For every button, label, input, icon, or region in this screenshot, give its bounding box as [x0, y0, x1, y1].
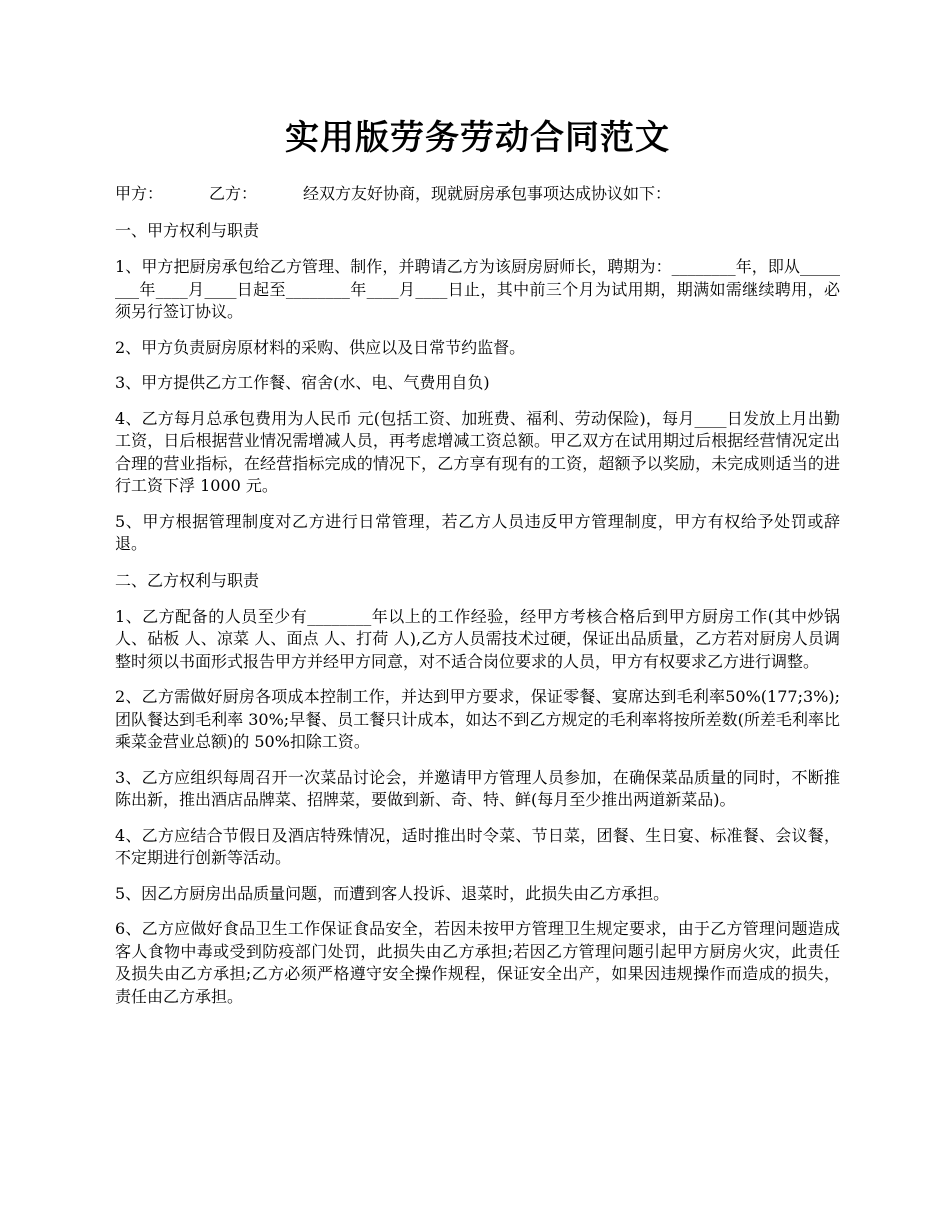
section-2-item-3: 3、乙方应组织每周召开一次菜品讨论会，并邀请甲方管理人员参加，在确保菜品质量的同时，不断推陈出新，推出酒店品牌菜、招牌菜，要做到新、奇、特、鲜(每月至少推出两道新菜品)。: [115, 767, 840, 809]
section-2-heading: 二、乙方权利与职责: [115, 570, 260, 590]
section-2-item-1: 1、乙方配备的人员至少有________年以上的工作经验，经甲方考核合格后到甲方厨房工作(其中炒锅 人、砧板 人、凉菜 人、面点 人、打荷 人),乙方人员需技术过硬，保证出品质量，乙方若对厨房人员调整时须以书面形式报告甲方并经甲方同意，对不适合岗位要求的人员，甲方有权要求乙方进行调整。: [115, 606, 840, 671]
party-b-label: 乙方：: [209, 184, 258, 203]
section-2-item-4: 4、乙方应结合节假日及酒店特殊情况，适时推出时令菜、节日菜，团餐、生日宴、标准餐、会议餐，不定期进行创新等活动。: [115, 825, 840, 867]
section-1-item-3: 3、甲方提供乙方工作餐、宿舍(水、电、气费用自负): [115, 373, 490, 392]
section-1-item-4: 4、乙方每月总承包费用为人民币 元(包括工资、加班费、福利、劳动保险)，每月____日发放上月出勤工资，日后根据营业情况需增减人员，再考虑增减工资总额。甲乙双方在试用期过后根据经营情况定出合理的营业指标，在经营指标完成的情况下，乙方享有现有的工资，超额予以奖励，未完成则适当的进行工资下浮 1000 元。: [115, 408, 840, 495]
party-a-label: 甲方：: [115, 184, 164, 203]
section-2-item-6: 6、乙方应做好食品卫生工作保证食品安全，若因未按甲方管理卫生规定要求，由于乙方管理问题造成客人食物中毒或受到防疫部门处罚，此损失由乙方承担;若因乙方管理问题引起甲方厨房火灾，此责任及损失由乙方承担;乙方必须严格遵守安全操作规程，保证安全出产，如果因违规操作而造成的损失，责任由乙方承担。: [115, 919, 840, 1006]
section-1-item-2: 2、甲方负责厨房原材料的采购、供应以及日常节约监督。: [115, 337, 526, 357]
section-2-item-5: 5、因乙方厨房出品质量问题，而遭到客人投诉、退菜时，此损失由乙方承担。: [115, 883, 670, 903]
section-2-item-2: 2、乙方需做好厨房各项成本控制工作，并达到甲方要求，保证零餐、宴席达到毛利率50%(177;3%);团队餐达到毛利率 30%;早餐、员工餐只计成本，如达不到乙方规定的毛利率将按所差数(所差毛利率比乘菜金营业总额)的 50%扣除工资。: [115, 687, 840, 751]
document-title: 实用版劳务劳动合同范文: [285, 118, 670, 158]
parties-line: [115, 182, 840, 206]
section-1-item-1: 1、甲方把厨房承包给乙方管理、制作，并聘请乙方为该厨房厨师长，聘期为：________年，即从________年____月____日起至________年____月____日止，其中前三个月为试用期，期满如需继续聘用，必须另行签订协议。: [115, 257, 840, 321]
section-1-heading: 一、甲方权利与职责: [115, 221, 260, 240]
section-1-item-5: 5、甲方根据管理制度对乙方进行日常管理，若乙方人员违反甲方管理制度，甲方有权给予处罚或辞退。: [115, 511, 840, 553]
agreement-intro: 经双方友好协商，现就厨房承包事项达成协议如下：: [303, 184, 672, 203]
document-page: [115, 0, 840, 1008]
